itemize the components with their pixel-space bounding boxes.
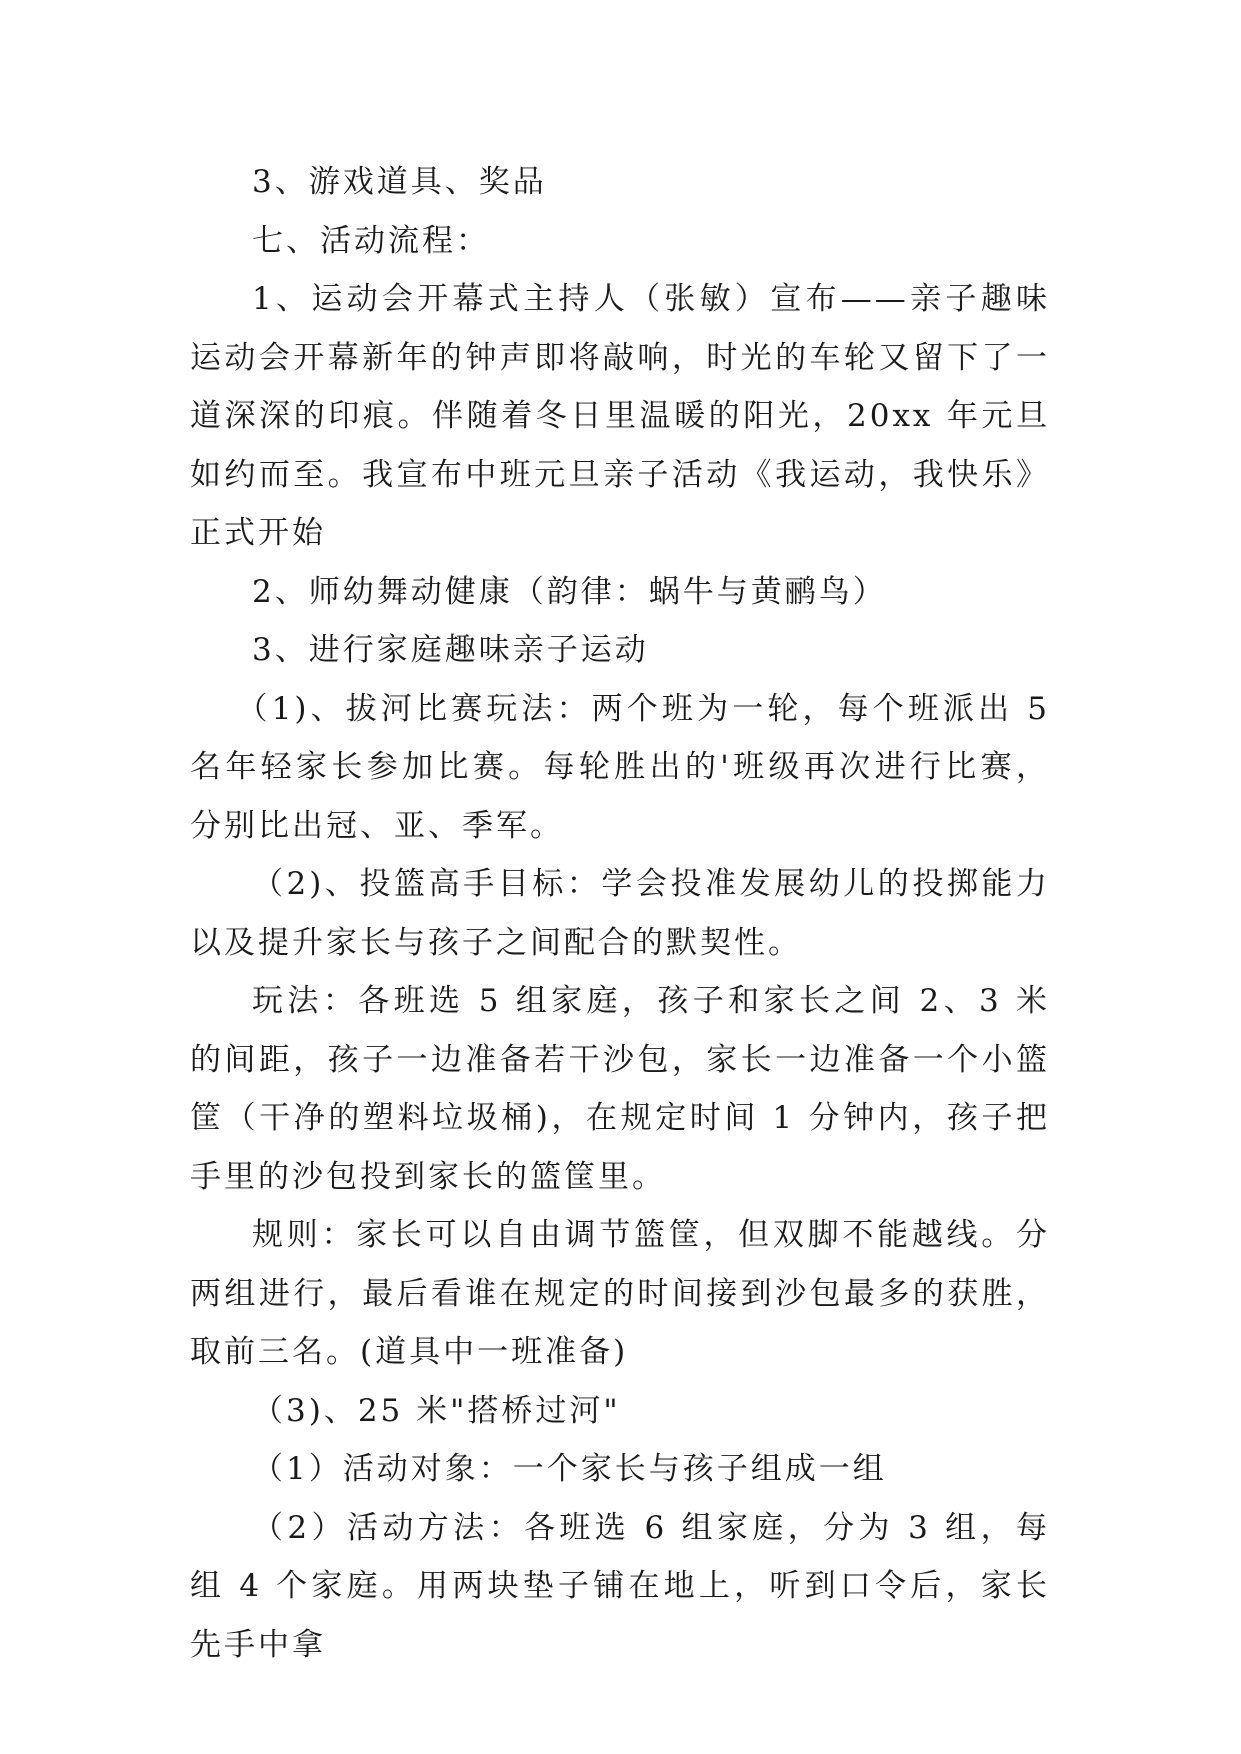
paragraph-tug-of-war: （1)、拔河比赛玩法：两个班为一轮，每个班派出 5 名年轻家长参加比赛。每轮胜出的'班级再次进行比赛，分别比出冠、亚、季军。	[190, 690, 1050, 844]
paragraph-section-heading: 七、活动流程：	[252, 222, 490, 259]
paragraph-basketball-rules: 规则：家长可以自由调节篮筐，但双脚不能越线。分两组进行，最后看谁在规定的时间接到沙包最多的获胜，取前三名。(道具中一班准备)	[190, 1217, 1050, 1370]
paragraph-props: 3、游戏道具、奖品	[252, 164, 547, 200]
document-body	[190, 153, 1050, 1674]
paragraph-opening: 1、运动会开幕式主持人（张敏）宣布——亲子趣味运动会开幕新年的钟声即将敲响，时光的车轮又留下了一道深深的印痕。伴随着冬日里温暖的阳光，20xx 年元旦如约而至。我宣布中班元旦亲子活动《我运动，我快乐》正式开始	[190, 281, 1050, 551]
paragraph-bridge-participants: （1）活动对象：一个家长与孩子组成一组	[252, 1451, 887, 1487]
paragraph-bridge-method: （2）活动方法：各班选 6 组家庭，分为 3 组，每组 4 个家庭。用两块垫子铺在地上，听到口令后，家长先手中拿	[190, 1509, 1050, 1663]
paragraph-dance: 2、师幼舞动健康（韵律：蜗牛与黄鹂鸟）	[252, 573, 887, 610]
paragraph-basketball-goal: （2)、投篮高手目标：学会投准发展幼儿的投掷能力以及提升家长与孩子之间配合的默契性。	[190, 866, 1050, 961]
paragraph-family-games: 3、进行家庭趣味亲子运动	[252, 632, 649, 668]
paragraph-bridge-title: （3)、25 米"搭桥过河"	[252, 1392, 621, 1429]
paragraph-basketball-play: 玩法：各班选 5 组家庭，孩子和家长之间 2、3 米的间距，孩子一边准备若干沙包，家长一边准备一个小篮筐（干净的塑料垃圾桶)，在规定时间 1 分钟内，孩子把手里的沙包投到家长的篮筐里。	[190, 983, 1050, 1195]
